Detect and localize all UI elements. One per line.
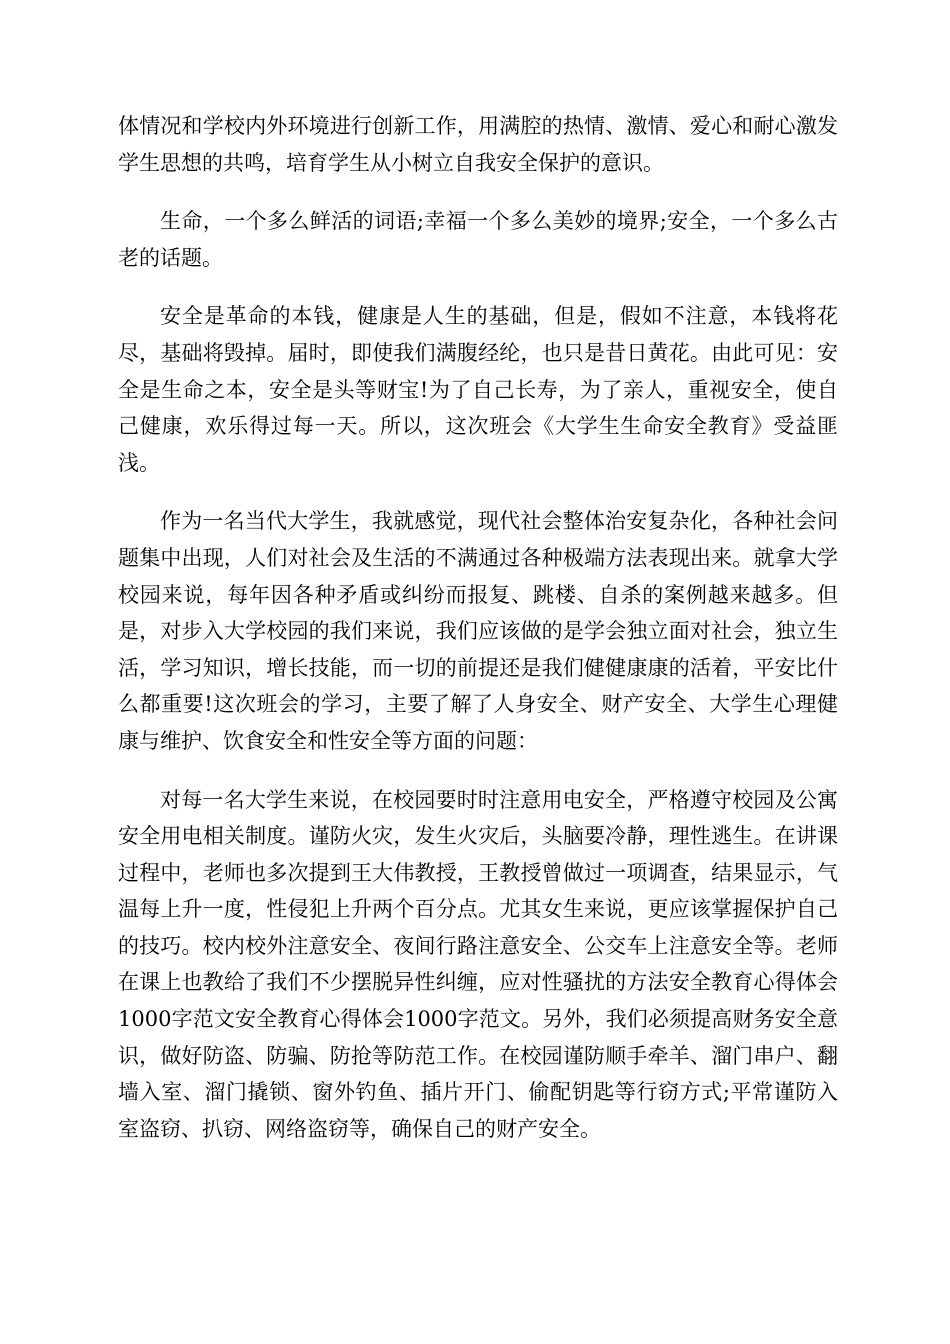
paragraph-life: 生命，一个多么鲜活的词语;幸福一个多么美妙的境界;安全，一个多么古老的话题。 (118, 209, 838, 270)
paragraph-campus-safety: 对每一名大学生来说，在校园要时时注意用电安全，严格遵守校园及公寓安全用电相关制度。谨防火灾，发生火灾后，头脑要冷静，理性逃生。在讲课过程中，老师也多次提到王大伟教授，王教授曾做过一项调查，结果显示，气温每上升一度，性侵犯上升两个百分点。尤其女生来说，更应该掌握保护自己的技巧。校内校外注意安全、夜间行路注意安全、公交车上注意安全等。老师在课上也教给了我们不少摆脱异性纠缠，应对性骚扰的方法安全教育心得体会1000字范文安全教育心得体会1000字范文。另外，我们必须提高财务安全意识，做好防盗、防骗、防抢等防范工作。在校园谨防顺手牵羊、溜门串户、翻墙入室、溜门撬锁、窗外钓鱼、插片开门、偷配钥匙等行窃方式;平常谨防入室盗窃、扒窃、网络盗窃等，确保自己的财产安全。 (118, 787, 838, 1141)
document-page (118, 108, 838, 1147)
paragraph-safety-foundation: 安全是革命的本钱，健康是人生的基础，但是，假如不注意，本钱将花尽，基础将毁掉。届时，即使我们满腹经纶，也只是昔日黄花。由此可见：安全是生命之本，安全是头等财宝!为了自己长寿，为了亲人，重视安全，使自己健康，欢乐得过每一天。所以，这次班会《大学生生命安全教育》受益匪浅。 (118, 304, 838, 475)
paragraph-continuation: 体情况和学校内外环境进行创新工作，用满腔的热情、激情、爱心和耐心激发学生思想的共鸣，培育学生从小树立自我安全保护的意识。 (118, 114, 838, 175)
paragraph-modern-society: 作为一名当代大学生，我就感觉，现代社会整体治安复杂化，各种社会问题集中出现，人们对社会及生活的不满通过各种极端方法表现出来。就拿大学校园来说，每年因各种矛盾或纠纷而报复、跳楼、自杀的案例越来越多。但是，对步入大学校园的我们来说，我们应该做的是学会独立面对社会，独立生活，学习知识，增长技能，而一切的前提还是我们健健康康的活着，平安比什么都重要!这次班会的学习，主要了解了人身安全、财产安全、大学生心理健康与维护、饮食安全和性安全等方面的问题： (118, 509, 838, 753)
